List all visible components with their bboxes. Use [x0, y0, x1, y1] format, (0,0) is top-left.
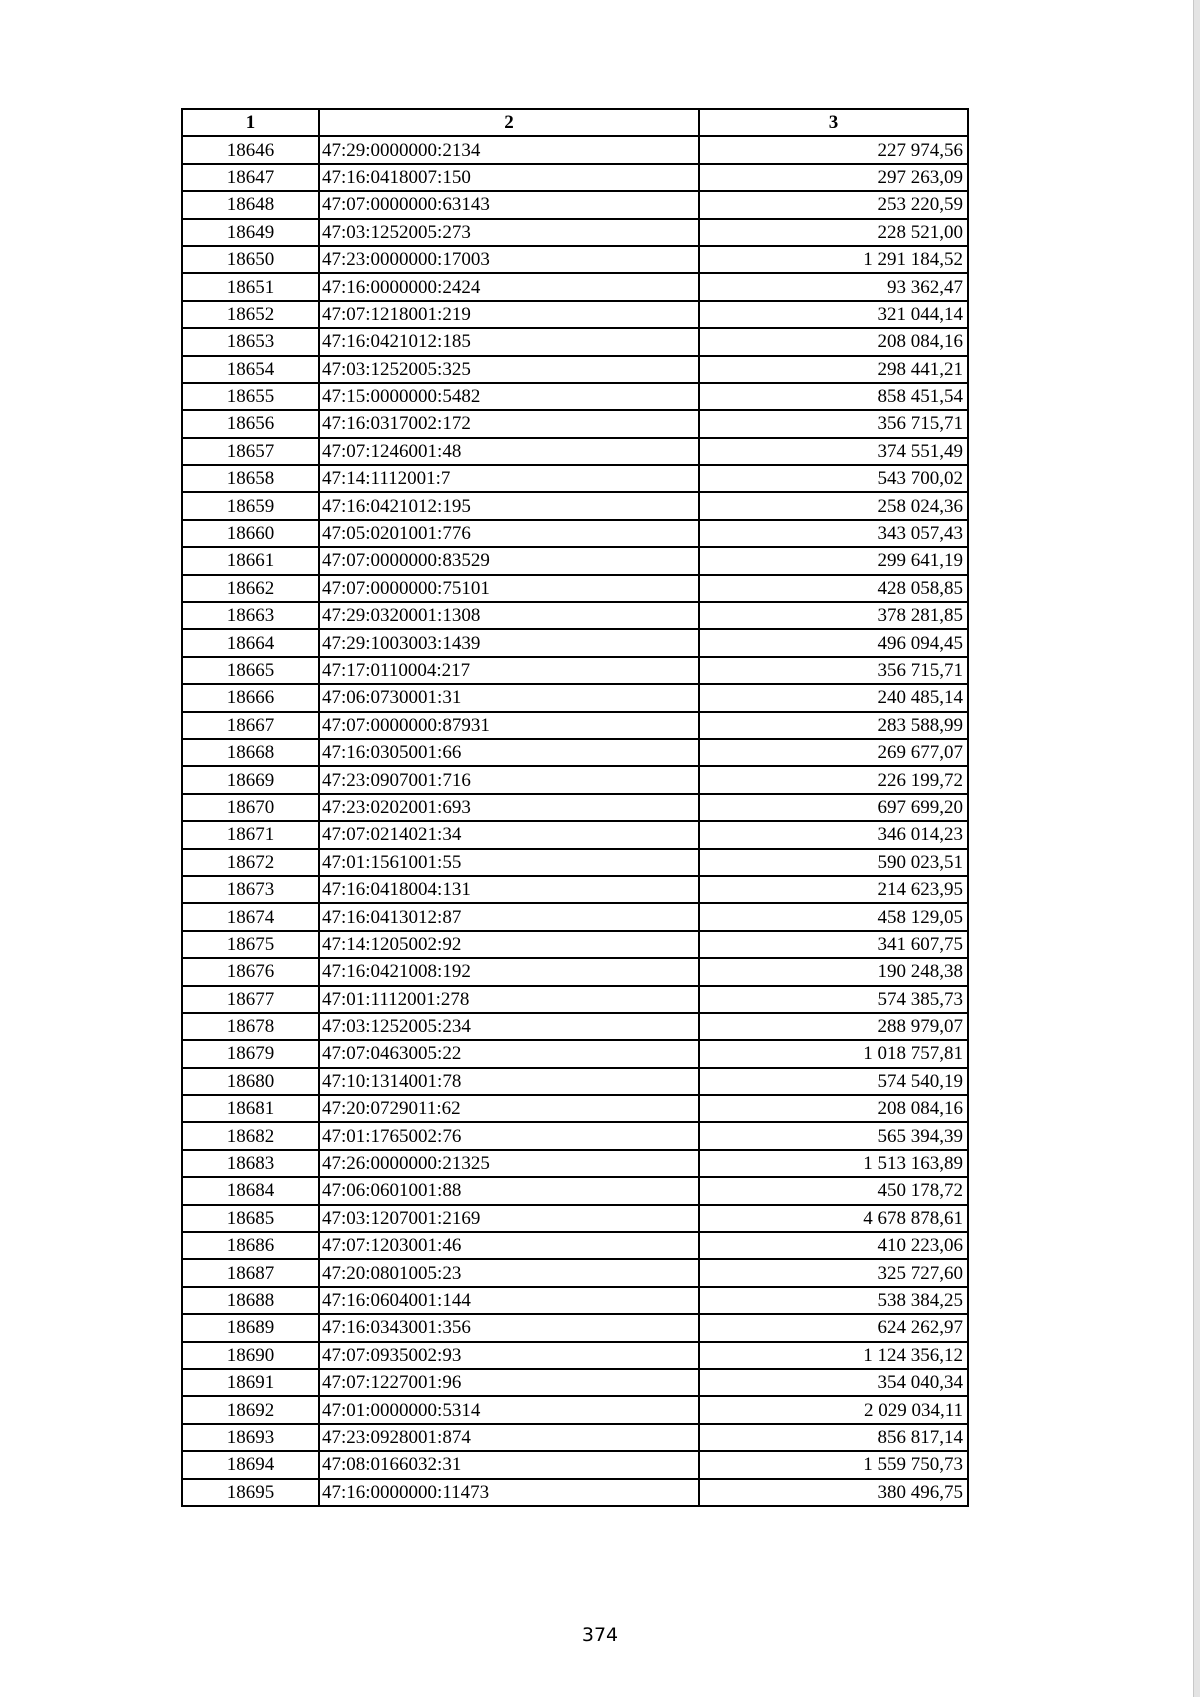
cadastral-number-cell: 47:29:0320001:1308	[319, 602, 699, 629]
cadastral-number-cell: 47:07:0463005:22	[319, 1040, 699, 1067]
value-cell: 590 023,51	[699, 849, 968, 876]
row-number-cell: 18651	[182, 273, 319, 300]
value-cell: 208 084,16	[699, 328, 968, 355]
value-cell: 428 058,85	[699, 575, 968, 602]
value-cell: 380 496,75	[699, 1479, 968, 1506]
row-number-cell: 18661	[182, 547, 319, 574]
cadastral-number-cell: 47:01:1112001:278	[319, 986, 699, 1013]
cadastral-number-cell: 47:16:0418007:150	[319, 164, 699, 191]
value-cell: 856 817,14	[699, 1424, 968, 1451]
cadastral-number-cell: 47:23:0202001:693	[319, 794, 699, 821]
row-number-cell: 18685	[182, 1205, 319, 1232]
table-row	[182, 794, 968, 821]
value-cell: 410 223,06	[699, 1232, 968, 1259]
table-row	[182, 821, 968, 848]
row-number-cell: 18680	[182, 1068, 319, 1095]
value-cell: 214 623,95	[699, 876, 968, 903]
value-cell: 226 199,72	[699, 766, 968, 793]
cadastral-number-cell: 47:23:0907001:716	[319, 766, 699, 793]
cadastral-number-cell: 47:29:1003003:1439	[319, 629, 699, 656]
value-cell: 624 262,97	[699, 1314, 968, 1341]
table-row	[182, 1068, 968, 1095]
header-col-1: 1	[182, 109, 319, 136]
table-row	[182, 356, 968, 383]
cadastral-number-cell: 47:07:1218001:219	[319, 301, 699, 328]
value-cell: 1 018 757,81	[699, 1040, 968, 1067]
header-col-2: 2	[319, 109, 699, 136]
value-cell: 543 700,02	[699, 465, 968, 492]
row-number-cell: 18650	[182, 246, 319, 273]
row-number-cell: 18669	[182, 766, 319, 793]
row-number-cell: 18647	[182, 164, 319, 191]
cadastral-number-cell: 47:01:1765002:76	[319, 1122, 699, 1149]
row-number-cell: 18676	[182, 958, 319, 985]
value-cell: 2 029 034,11	[699, 1396, 968, 1423]
value-cell: 325 727,60	[699, 1259, 968, 1286]
table-row	[182, 1396, 968, 1423]
cadastral-number-cell: 47:16:0343001:356	[319, 1314, 699, 1341]
cadastral-number-cell: 47:05:0201001:776	[319, 520, 699, 547]
table-row	[182, 1342, 968, 1369]
row-number-cell: 18673	[182, 876, 319, 903]
row-number-cell: 18684	[182, 1177, 319, 1204]
cadastral-number-cell: 47:07:0000000:83529	[319, 547, 699, 574]
value-cell: 299 641,19	[699, 547, 968, 574]
cadastral-number-cell: 47:16:0317002:172	[319, 410, 699, 437]
cadastral-number-cell: 47:03:1252005:273	[319, 219, 699, 246]
value-cell: 1 513 163,89	[699, 1150, 968, 1177]
data-table	[181, 108, 969, 1507]
table-header-row	[182, 109, 968, 136]
cadastral-number-cell: 47:07:1203001:46	[319, 1232, 699, 1259]
table-row	[182, 520, 968, 547]
cadastral-number-cell: 47:06:0730001:31	[319, 684, 699, 711]
row-number-cell: 18652	[182, 301, 319, 328]
table-row	[182, 410, 968, 437]
cadastral-number-cell: 47:26:0000000:21325	[319, 1150, 699, 1177]
value-cell: 253 220,59	[699, 191, 968, 218]
table-row	[182, 849, 968, 876]
value-cell: 378 281,85	[699, 602, 968, 629]
cadastral-number-cell: 47:16:0421008:192	[319, 958, 699, 985]
table-row	[182, 164, 968, 191]
row-number-cell: 18690	[182, 1342, 319, 1369]
value-cell: 538 384,25	[699, 1287, 968, 1314]
value-cell: 496 094,45	[699, 629, 968, 656]
cadastral-number-cell: 47:07:0214021:34	[319, 821, 699, 848]
table-row	[182, 684, 968, 711]
table-row	[182, 328, 968, 355]
cadastral-number-cell: 47:10:1314001:78	[319, 1068, 699, 1095]
row-number-cell: 18646	[182, 136, 319, 163]
row-number-cell: 18672	[182, 849, 319, 876]
cadastral-number-cell: 47:20:0729011:62	[319, 1095, 699, 1122]
cadastral-number-cell: 47:03:1252005:325	[319, 356, 699, 383]
table-row	[182, 931, 968, 958]
table-row	[182, 739, 968, 766]
value-cell: 354 040,34	[699, 1369, 968, 1396]
row-number-cell: 18653	[182, 328, 319, 355]
value-cell: 297 263,09	[699, 164, 968, 191]
row-number-cell: 18687	[182, 1259, 319, 1286]
value-cell: 343 057,43	[699, 520, 968, 547]
value-cell: 341 607,75	[699, 931, 968, 958]
cadastral-number-cell: 47:16:0413012:87	[319, 903, 699, 930]
row-number-cell: 18681	[182, 1095, 319, 1122]
value-cell: 283 588,99	[699, 712, 968, 739]
value-cell: 93 362,47	[699, 273, 968, 300]
cadastral-number-cell: 47:06:0601001:88	[319, 1177, 699, 1204]
cadastral-number-cell: 47:16:0418004:131	[319, 876, 699, 903]
cadastral-number-cell: 47:07:1227001:96	[319, 1369, 699, 1396]
table-row	[182, 301, 968, 328]
value-cell: 458 129,05	[699, 903, 968, 930]
row-number-cell: 18667	[182, 712, 319, 739]
table-row	[182, 465, 968, 492]
page-number: 374	[581, 1624, 619, 1646]
cadastral-number-cell: 47:08:0166032:31	[319, 1451, 699, 1478]
table-row	[182, 1424, 968, 1451]
value-cell: 450 178,72	[699, 1177, 968, 1204]
value-cell: 565 394,39	[699, 1122, 968, 1149]
row-number-cell: 18655	[182, 383, 319, 410]
value-cell: 190 248,38	[699, 958, 968, 985]
cadastral-number-cell: 47:23:0928001:874	[319, 1424, 699, 1451]
cadastral-number-cell: 47:01:0000000:5314	[319, 1396, 699, 1423]
table-row	[182, 766, 968, 793]
row-number-cell: 18692	[182, 1396, 319, 1423]
value-cell: 858 451,54	[699, 383, 968, 410]
row-number-cell: 18664	[182, 629, 319, 656]
value-cell: 346 014,23	[699, 821, 968, 848]
row-number-cell: 18670	[182, 794, 319, 821]
row-number-cell: 18686	[182, 1232, 319, 1259]
table-row	[182, 1177, 968, 1204]
row-number-cell: 18688	[182, 1287, 319, 1314]
value-cell: 258 024,36	[699, 492, 968, 519]
row-number-cell: 18665	[182, 657, 319, 684]
value-cell: 574 540,19	[699, 1068, 968, 1095]
table-row	[182, 629, 968, 656]
cadastral-number-cell: 47:07:1246001:48	[319, 438, 699, 465]
row-number-cell: 18674	[182, 903, 319, 930]
cadastral-number-cell: 47:23:0000000:17003	[319, 246, 699, 273]
table-row	[182, 1013, 968, 1040]
row-number-cell: 18695	[182, 1479, 319, 1506]
row-number-cell: 18671	[182, 821, 319, 848]
table-row	[182, 1232, 968, 1259]
cadastral-number-cell: 47:29:0000000:2134	[319, 136, 699, 163]
row-number-cell: 18678	[182, 1013, 319, 1040]
cadastral-number-cell: 47:16:0604001:144	[319, 1287, 699, 1314]
value-cell: 356 715,71	[699, 410, 968, 437]
row-number-cell: 18654	[182, 356, 319, 383]
table-row	[182, 903, 968, 930]
cadastral-number-cell: 47:20:0801005:23	[319, 1259, 699, 1286]
table-row	[182, 958, 968, 985]
table-row	[182, 602, 968, 629]
cadastral-number-cell: 47:16:0305001:66	[319, 739, 699, 766]
value-cell: 321 044,14	[699, 301, 968, 328]
table-row	[182, 1122, 968, 1149]
table-row	[182, 1205, 968, 1232]
table-row	[182, 1314, 968, 1341]
row-number-cell: 18662	[182, 575, 319, 602]
cadastral-number-cell: 47:16:0000000:2424	[319, 273, 699, 300]
cadastral-number-cell: 47:15:0000000:5482	[319, 383, 699, 410]
value-cell: 208 084,16	[699, 1095, 968, 1122]
table-row	[182, 492, 968, 519]
cadastral-number-cell: 47:16:0421012:185	[319, 328, 699, 355]
row-number-cell: 18666	[182, 684, 319, 711]
row-number-cell: 18657	[182, 438, 319, 465]
value-cell: 228 521,00	[699, 219, 968, 246]
row-number-cell: 18658	[182, 465, 319, 492]
row-number-cell: 18656	[182, 410, 319, 437]
table-row	[182, 273, 968, 300]
row-number-cell: 18660	[182, 520, 319, 547]
row-number-cell: 18682	[182, 1122, 319, 1149]
row-number-cell: 18694	[182, 1451, 319, 1478]
value-cell: 227 974,56	[699, 136, 968, 163]
value-cell: 374 551,49	[699, 438, 968, 465]
row-number-cell: 18679	[182, 1040, 319, 1067]
value-cell: 356 715,71	[699, 657, 968, 684]
table-row	[182, 1451, 968, 1478]
value-cell: 697 699,20	[699, 794, 968, 821]
table-row	[182, 438, 968, 465]
table-row	[182, 191, 968, 218]
table-row	[182, 1040, 968, 1067]
table-row	[182, 246, 968, 273]
cadastral-number-cell: 47:03:1207001:2169	[319, 1205, 699, 1232]
row-number-cell: 18659	[182, 492, 319, 519]
table-row	[182, 1479, 968, 1506]
table-row	[182, 383, 968, 410]
cadastral-number-cell: 47:01:1561001:55	[319, 849, 699, 876]
row-number-cell: 18691	[182, 1369, 319, 1396]
table-row	[182, 1150, 968, 1177]
row-number-cell: 18689	[182, 1314, 319, 1341]
table-row	[182, 1287, 968, 1314]
table-row	[182, 712, 968, 739]
row-number-cell: 18675	[182, 931, 319, 958]
table-row	[182, 547, 968, 574]
row-number-cell: 18648	[182, 191, 319, 218]
cadastral-number-cell: 47:14:1112001:7	[319, 465, 699, 492]
page-edge	[1193, 0, 1200, 1697]
row-number-cell: 18693	[182, 1424, 319, 1451]
table-body	[182, 136, 968, 1506]
cadastral-number-cell: 47:07:0935002:93	[319, 1342, 699, 1369]
value-cell: 574 385,73	[699, 986, 968, 1013]
table-row	[182, 1259, 968, 1286]
row-number-cell: 18683	[182, 1150, 319, 1177]
cadastral-number-cell: 47:07:0000000:75101	[319, 575, 699, 602]
value-cell: 288 979,07	[699, 1013, 968, 1040]
table-row	[182, 1369, 968, 1396]
value-cell: 4 678 878,61	[699, 1205, 968, 1232]
value-cell: 1 291 184,52	[699, 246, 968, 273]
cadastral-number-cell: 47:14:1205002:92	[319, 931, 699, 958]
header-col-3: 3	[699, 109, 968, 136]
row-number-cell: 18663	[182, 602, 319, 629]
cadastral-number-cell: 47:07:0000000:87931	[319, 712, 699, 739]
row-number-cell: 18668	[182, 739, 319, 766]
value-cell: 1 124 356,12	[699, 1342, 968, 1369]
table-row	[182, 876, 968, 903]
table-row	[182, 1095, 968, 1122]
cadastral-number-cell: 47:16:0421012:195	[319, 492, 699, 519]
table-row	[182, 575, 968, 602]
cadastral-number-cell: 47:03:1252005:234	[319, 1013, 699, 1040]
table-row	[182, 136, 968, 163]
value-cell: 298 441,21	[699, 356, 968, 383]
table-row	[182, 986, 968, 1013]
cadastral-number-cell: 47:17:0110004:217	[319, 657, 699, 684]
value-cell: 1 559 750,73	[699, 1451, 968, 1478]
row-number-cell: 18677	[182, 986, 319, 1013]
value-cell: 240 485,14	[699, 684, 968, 711]
cadastral-number-cell: 47:16:0000000:11473	[319, 1479, 699, 1506]
table-row	[182, 657, 968, 684]
table-row	[182, 219, 968, 246]
row-number-cell: 18649	[182, 219, 319, 246]
value-cell: 269 677,07	[699, 739, 968, 766]
cadastral-number-cell: 47:07:0000000:63143	[319, 191, 699, 218]
